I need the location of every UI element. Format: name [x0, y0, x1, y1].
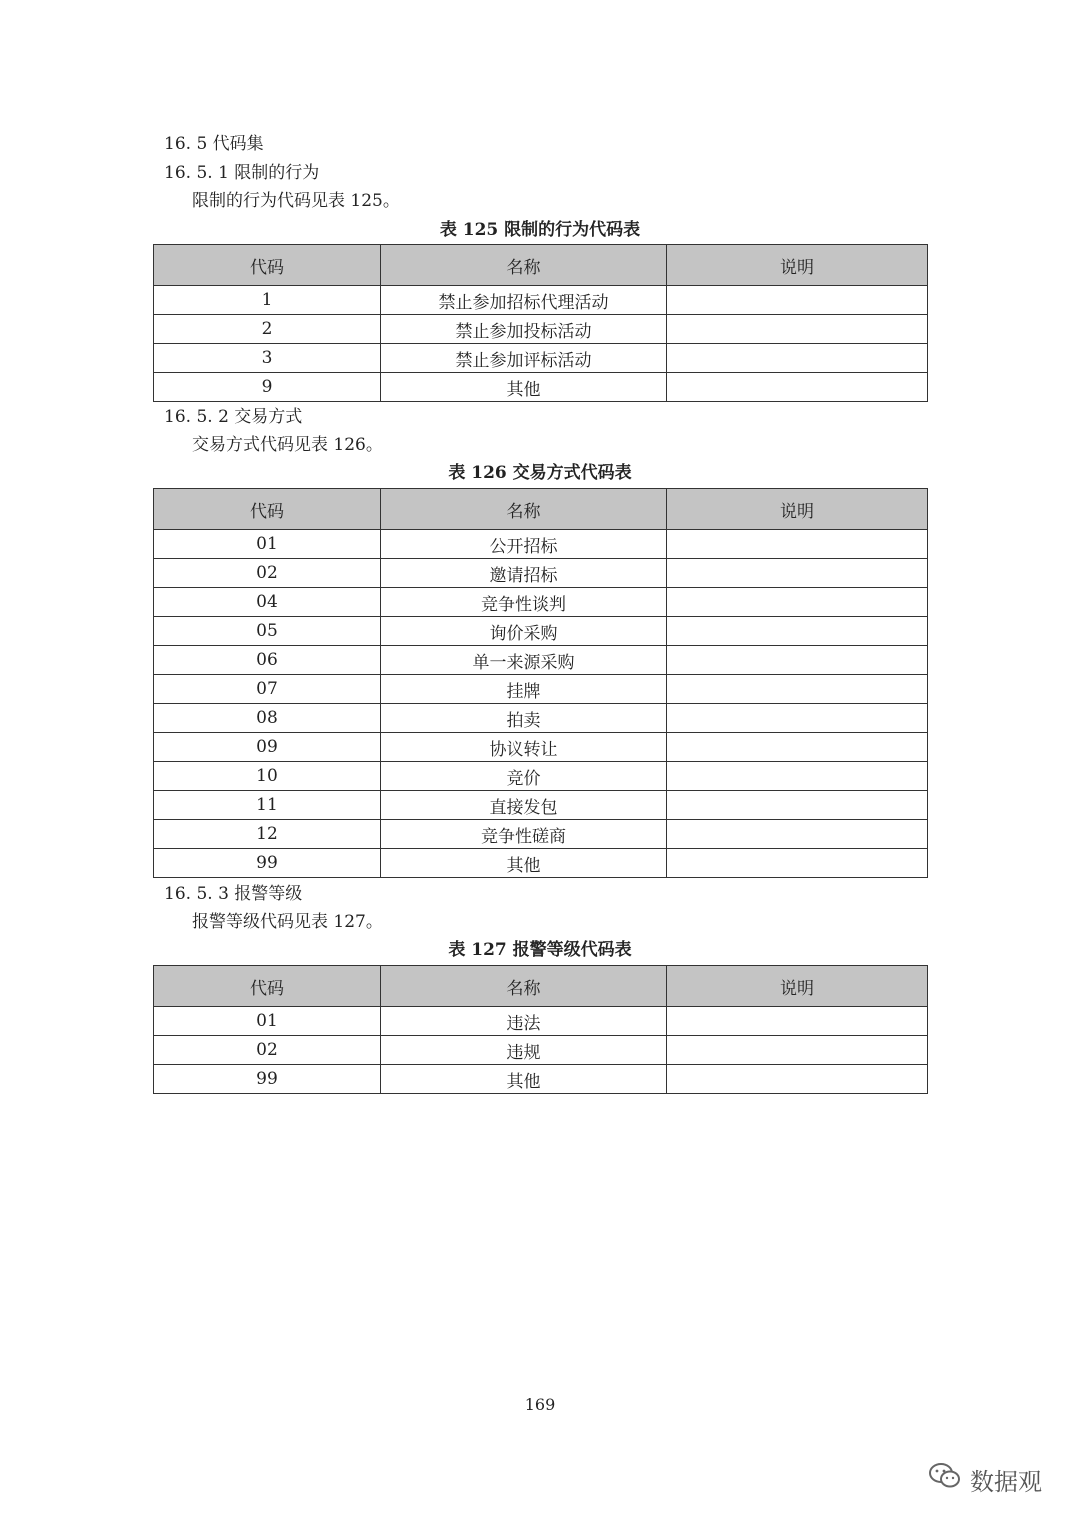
table-row — [154, 617, 928, 646]
cell-description — [667, 704, 928, 733]
cell-description — [667, 791, 928, 820]
cell-name: 单一来源采购 — [381, 646, 667, 675]
table-126 — [153, 488, 928, 878]
paragraph-16-5-2: 交易方式代码见表 126。 — [192, 435, 383, 455]
table-row — [154, 1007, 928, 1036]
header-code: 代码 — [154, 966, 381, 1007]
cell-code: 07 — [154, 675, 381, 704]
table-127-caption: 表 127 报警等级代码表 — [448, 940, 632, 960]
cell-code: 99 — [154, 1065, 381, 1094]
section-heading-16-5-2: 16. 5. 2 交易方式 — [164, 407, 303, 427]
cell-code: 10 — [154, 762, 381, 791]
cell-code: 12 — [154, 820, 381, 849]
cell-code: 04 — [154, 588, 381, 617]
watermark — [928, 1461, 1042, 1497]
header-name: 名称 — [381, 489, 667, 530]
cell-description — [667, 617, 928, 646]
cell-description — [667, 373, 928, 402]
table-row — [154, 588, 928, 617]
header-name: 名称 — [381, 966, 667, 1007]
cell-code: 3 — [154, 344, 381, 373]
cell-name: 邀请招标 — [381, 559, 667, 588]
section-heading-16-5: 16. 5 代码集 — [164, 134, 264, 154]
cell-code: 9 — [154, 373, 381, 402]
cell-code: 09 — [154, 733, 381, 762]
table-row — [154, 286, 928, 315]
cell-description — [667, 762, 928, 791]
table-126-caption: 表 126 交易方式代码表 — [448, 463, 632, 483]
cell-description — [667, 344, 928, 373]
cell-code: 01 — [154, 530, 381, 559]
table-row — [154, 1036, 928, 1065]
cell-name: 竞争性磋商 — [381, 820, 667, 849]
cell-name: 其他 — [381, 849, 667, 878]
cell-description — [667, 1036, 928, 1065]
cell-name: 禁止参加招标代理活动 — [381, 286, 667, 315]
cell-code: 11 — [154, 791, 381, 820]
cell-code: 02 — [154, 559, 381, 588]
cell-description — [667, 559, 928, 588]
table-row — [154, 559, 928, 588]
table-125-caption: 表 125 限制的行为代码表 — [439, 220, 641, 240]
table-row — [154, 849, 928, 878]
wechat-icon — [928, 1461, 970, 1497]
cell-code: 05 — [154, 617, 381, 646]
table-header-row — [154, 489, 928, 530]
cell-description — [667, 733, 928, 762]
cell-name: 拍卖 — [381, 704, 667, 733]
cell-name: 协议转让 — [381, 733, 667, 762]
cell-description — [667, 315, 928, 344]
header-description: 说明 — [667, 489, 928, 530]
paragraph-16-5-1: 限制的行为代码见表 125。 — [192, 191, 400, 211]
watermark-text: 数据观 — [970, 1467, 1042, 1496]
cell-description — [667, 849, 928, 878]
cell-description — [667, 1007, 928, 1036]
cell-name: 询价采购 — [381, 617, 667, 646]
cell-description — [667, 530, 928, 559]
cell-description — [667, 588, 928, 617]
cell-code: 99 — [154, 849, 381, 878]
cell-name: 竞争性谈判 — [381, 588, 667, 617]
cell-description — [667, 675, 928, 704]
table-127 — [153, 965, 928, 1094]
header-code: 代码 — [154, 245, 381, 286]
table-header-row — [154, 245, 928, 286]
table-row — [154, 820, 928, 849]
table-row — [154, 762, 928, 791]
cell-name: 违规 — [381, 1036, 667, 1065]
table-row — [154, 675, 928, 704]
table-row — [154, 315, 928, 344]
cell-name: 公开招标 — [381, 530, 667, 559]
table-row — [154, 791, 928, 820]
table-row — [154, 704, 928, 733]
cell-code: 02 — [154, 1036, 381, 1065]
cell-description — [667, 646, 928, 675]
cell-code: 1 — [154, 286, 381, 315]
section-heading-16-5-3: 16. 5. 3 报警等级 — [164, 884, 303, 904]
cell-name: 竞价 — [381, 762, 667, 791]
cell-name: 直接发包 — [381, 791, 667, 820]
header-description: 说明 — [667, 966, 928, 1007]
cell-name: 其他 — [381, 1065, 667, 1094]
cell-code: 2 — [154, 315, 381, 344]
table-row — [154, 1065, 928, 1094]
table-header-row — [154, 966, 928, 1007]
cell-name: 挂牌 — [381, 675, 667, 704]
cell-code: 01 — [154, 1007, 381, 1036]
cell-code: 06 — [154, 646, 381, 675]
cell-description — [667, 1065, 928, 1094]
cell-name: 违法 — [381, 1007, 667, 1036]
table-row — [154, 344, 928, 373]
cell-name: 禁止参加投标活动 — [381, 315, 667, 344]
header-name: 名称 — [381, 245, 667, 286]
cell-description — [667, 286, 928, 315]
table-row — [154, 373, 928, 402]
cell-name: 禁止参加评标活动 — [381, 344, 667, 373]
cell-code: 08 — [154, 704, 381, 733]
section-heading-16-5-1: 16. 5. 1 限制的行为 — [164, 163, 320, 183]
header-code: 代码 — [154, 489, 381, 530]
table-125 — [153, 244, 928, 402]
page-number: 169 — [524, 1395, 556, 1414]
table-row — [154, 646, 928, 675]
cell-description — [667, 820, 928, 849]
table-row — [154, 733, 928, 762]
table-row — [154, 530, 928, 559]
cell-name: 其他 — [381, 373, 667, 402]
paragraph-16-5-3: 报警等级代码见表 127。 — [192, 912, 383, 932]
header-description: 说明 — [667, 245, 928, 286]
